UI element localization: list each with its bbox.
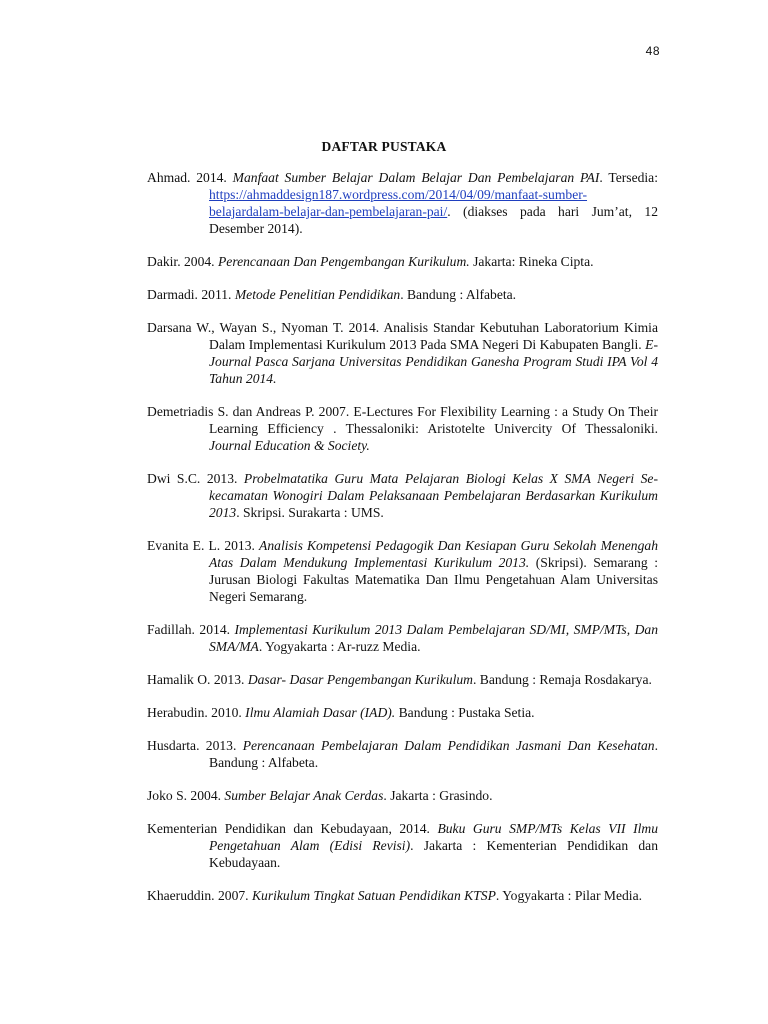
reference-entry: Husdarta. 2013. Perencanaan Pembelajaran Dalam Pendidikan Jasmani Dan Kesehatan. Bandung : Alfabeta. bbox=[147, 738, 658, 770]
reference-entry: Demetriadis S. dan Andreas P. 2007. E-Lectures For Flexibility Learning : a Study On Their Learning Efficiency . Thessaloniki: Aristotelte Univercity Of Thessaloniki. Journal Education & Society. bbox=[147, 404, 658, 453]
reference-list bbox=[147, 169, 658, 920]
reference-entry: Kementerian Pendidikan dan Kebudayaan, 2014. Buku Guru SMP/MTs Kelas VII Ilmu Pengetahuan Alam (Edisi Revisi). Jakarta : Kementerian Pendidikan dan Kebudayaan. bbox=[147, 821, 658, 870]
reference-entry: Joko S. 2004. Sumber Belajar Anak Cerdas. Jakarta : Grasindo. bbox=[147, 788, 493, 803]
reference-entry: Dakir. 2004. Perencanaan Dan Pengembangan Kurikulum. Jakarta: Rineka Cipta. bbox=[147, 254, 594, 269]
page-number: 48 bbox=[645, 44, 660, 58]
reference-link[interactable]: https://ahmaddesign187.wordpress.com/2014/04/09/manfaat-sumber-belajardalam-belajar-dan-pembelajaran-pai/ bbox=[209, 187, 588, 219]
reference-entry: Darmadi. 2011. Metode Penelitian Pendidikan. Bandung : Alfabeta. bbox=[147, 287, 517, 302]
reference-entry: Khaeruddin. 2007. Kurikulum Tingkat Satuan Pendidikan KTSP. Yogyakarta : Pilar Media. bbox=[147, 888, 643, 903]
reference-entry: Herabudin. 2010. Ilmu Alamiah Dasar (IAD). Bandung : Pustaka Setia. bbox=[147, 705, 535, 720]
reference-entry: Hamalik O. 2013. Dasar- Dasar Pengembangan Kurikulum. Bandung : Remaja Rosdakarya. bbox=[147, 672, 652, 687]
page-title: DAFTAR PUSTAKA bbox=[321, 139, 447, 154]
reference-entry: Dwi S.C. 2013. Probelmatatika Guru Mata Pelajaran Biologi Kelas X SMA Negeri Se-kecamatan Wonogiri Dalam Pelaksanaan Pembelajaran Berdasarkan Kurikulum 2013. Skripsi. Surakarta : UMS. bbox=[147, 471, 658, 520]
reference-entry: Ahmad. 2014. Manfaat Sumber Belajar Dalam Belajar Dan Pembelajaran PAI. Tersedia: https://ahmaddesign187.wordpress.com/2014/04/09/manfaat-sumber-belajardalam-belajar-dan-pembelajaran-pai/. (diakses pada hari Jum’at, 12 Desember 2014). bbox=[147, 170, 658, 236]
reference-entry: Fadillah. 2014. Implementasi Kurikulum 2013 Dalam Pembelajaran SD/MI, SMP/MTs, Dan SMA/MA. Yogyakarta : Ar-ruzz Media. bbox=[147, 622, 658, 654]
reference-entry: Evanita E. L. 2013. Analisis Kompetensi Pedagogik Dan Kesiapan Guru Sekolah Menengah Atas Dalam Mendukung Implementasi Kurikulum 2013. (Skripsi). Semarang : Jurusan Biologi Fakultas Matematika Dan Ilmu Pengetahuan Alam Universitas Negeri Semarang. bbox=[147, 538, 658, 604]
reference-entry: Darsana W., Wayan S., Nyoman T. 2014. Analisis Standar Kebutuhan Laboratorium Kimia Dalam Implementasi Kurikulum 2013 Pada SMA Negeri Di Kabupaten Bangli. E-Journal Pasca Sarjana Universitas Pendidikan Ganesha Program Studi IPA Vol 4 Tahun 2014. bbox=[147, 320, 658, 386]
